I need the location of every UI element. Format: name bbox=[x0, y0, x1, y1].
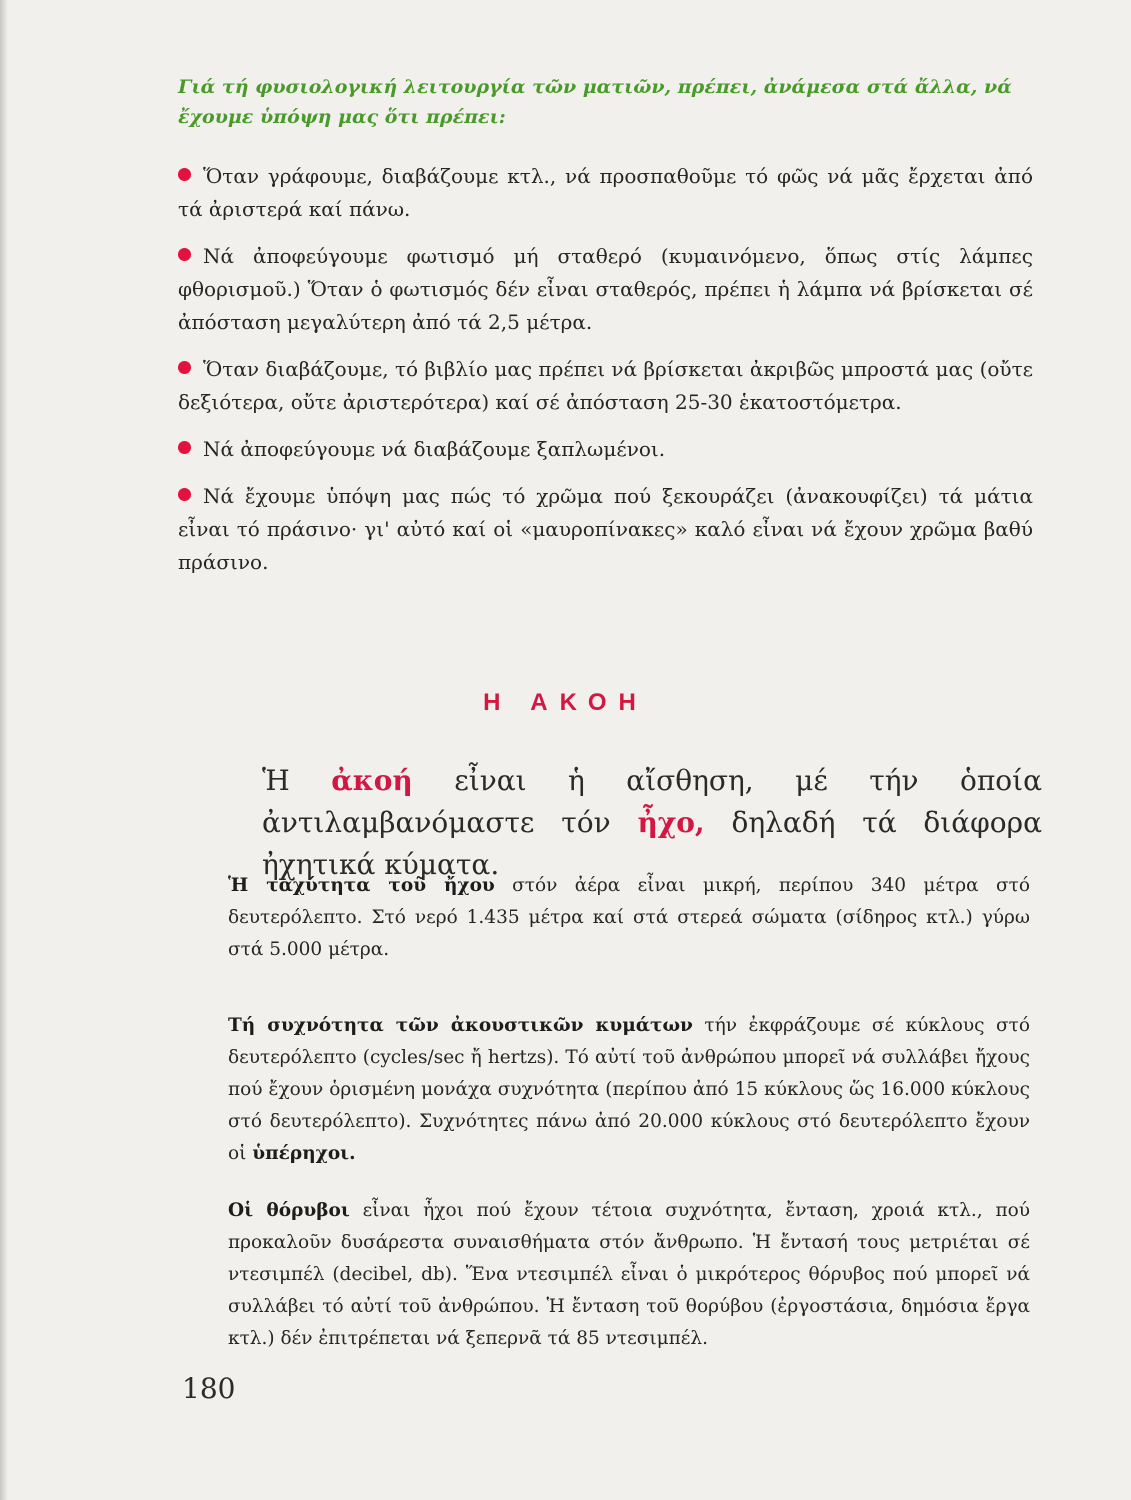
list-item bbox=[178, 160, 1033, 226]
paragraph-text: τήν ἐκφράζουμε σέ κύκλους στό δευτερόλεπτο (cycles/sec ἤ hertzs). Τό αὐτί τοῦ ἀνθρώπου μπορεῖ νά συλλάβει ἤχους πού ἔχουν ὁρισμένη μονάχα συχνότητα (περίπου ἀπό 15 κύκλους ὥς 16.000 κύκλους στό δευτερόλεπτο). Συχνότητες πάνω ἀπό 20.000 κύκλους στό δευτερόλεπτο ἔχουν οἱ bbox=[228, 1015, 1030, 1164]
definition-paragraph bbox=[262, 760, 1042, 886]
bullet-text: Νά ἔχουμε ὑπόψη μας πώς τό χρῶμα πού ξεκουράζει (ἀνακουφίζει) τά μάτια εἶναι τό πράσινο· γι' αὐτό καί οἱ «μαυροπίνακες» καλό εἶναι νά ἔχουν χρῶμα βαθύ πράσινο. bbox=[178, 484, 1033, 574]
list-item bbox=[178, 480, 1033, 579]
definition-pre: Ἡ bbox=[262, 764, 332, 797]
bullet-dot-icon bbox=[178, 168, 191, 181]
paragraph-heading: Τή συχνότητα τῶν ἀκουστικῶν κυμάτων bbox=[228, 1015, 693, 1036]
bullet-text: Νά ἀποφεύγουμε νά διαβάζουμε ξαπλωμένοι. bbox=[203, 437, 666, 461]
list-item bbox=[178, 240, 1033, 339]
paragraph-term: ὑπέρηχοι. bbox=[252, 1143, 356, 1164]
bullet-dot-icon bbox=[178, 488, 191, 501]
page-edge-shadow bbox=[0, 0, 8, 1500]
section-title: Η ΑΚΟΗ bbox=[483, 689, 648, 716]
paragraph-noise bbox=[228, 1195, 1030, 1355]
definition-term-sound: ἦχο, bbox=[637, 806, 705, 839]
bullet-dot-icon bbox=[178, 361, 191, 374]
list-item bbox=[178, 353, 1033, 419]
paragraph-heading: Οἱ θόρυβοι bbox=[228, 1200, 350, 1221]
intro-heading: Γιά τή φυσιολογική λειτουργία τῶν ματιῶν, πρέπει, ἀνάμεσα στά ἄλλα, νά ἔχουμε ὑπόψη μας ὅτι πρέπει: bbox=[178, 76, 1012, 128]
definition-post: δηλαδή τά διάφορα ἠχητικά κύματα. bbox=[262, 806, 1042, 881]
definition-term-hearing: ἀκοή bbox=[331, 764, 413, 797]
paragraph-text: εἶναι ἦχοι πού ἔχουν τέτοια συχνότητα, ἔνταση, χροιά κτλ., πού προκαλοῦν δυσάρεστα συναισθήματα στόν ἄνθρωπο. Ἡ ἔντασή τους μετριέται σέ ντεσιμπέλ (decibel, db). Ἕνα ντεσιμπέλ εἶναι ὁ μικρότερος θόρυβος πού μπορεῖ νά συλλάβει τό αὐτί τοῦ ἀνθρώπου. Ἡ ἔνταση τοῦ θορύβου (ἐργοστάσια, δημόσια ἔργα κτλ.) δέν ἐπιτρέπεται νά ξεπερνᾶ τά 85 ντεσιμπέλ. bbox=[228, 1200, 1030, 1349]
paragraph-speed-of-sound bbox=[228, 870, 1030, 966]
bullet-text: Ὅταν γράφουμε, διαβάζουμε κτλ., νά προσπαθοῦμε τό φῶς νά μᾶς ἔρχεται ἀπό τά ἀριστερά καί πάνω. bbox=[178, 164, 1033, 221]
definition-mid: εἶναι ἡ αἴσθηση, μέ τήν ὁποία ἀντιλαμβανόμαστε τόν bbox=[262, 764, 1042, 839]
page-number: 180 bbox=[182, 1372, 236, 1405]
bullet-list bbox=[178, 160, 1033, 593]
paragraph-text: στόν ἀέρα εἶναι μικρή, περίπου 340 μέτρα στό δευτερόλεπτο. Στό νερό 1.435 μέτρα καί στά στερεά σώματα (σίδηρος κτλ.) γύρω στά 5.000 μέτρα. bbox=[228, 875, 1030, 960]
list-item bbox=[178, 433, 1033, 466]
bullet-dot-icon bbox=[178, 248, 191, 261]
bullet-text: Ὅταν διαβάζουμε, τό βιβλίο μας πρέπει νά βρίσκεται ἀκριβῶς μπροστά μας (οὔτε δεξιότερα, οὔτε ἀριστερότερα) καί σέ ἀπόσταση 25-30 ἑκατοστόμετρα. bbox=[178, 357, 1033, 414]
paragraph-heading: Ἡ ταχύτητα τοῦ ἤχου bbox=[228, 875, 495, 896]
bullet-dot-icon bbox=[178, 441, 191, 454]
bullet-text: Νά ἀποφεύγουμε φωτισμό μή σταθερό (κυμαινόμενο, ὅπως στίς λάμπες φθορισμοῦ.) Ὅταν ὁ φωτισμός δέν εἶναι σταθερός, πρέπει ἡ λάμπα νά βρίσκεται σέ ἀπόσταση μεγαλύτερη ἀπό τά 2,5 μέτρα. bbox=[178, 244, 1033, 334]
paragraph-frequency bbox=[228, 1010, 1030, 1170]
